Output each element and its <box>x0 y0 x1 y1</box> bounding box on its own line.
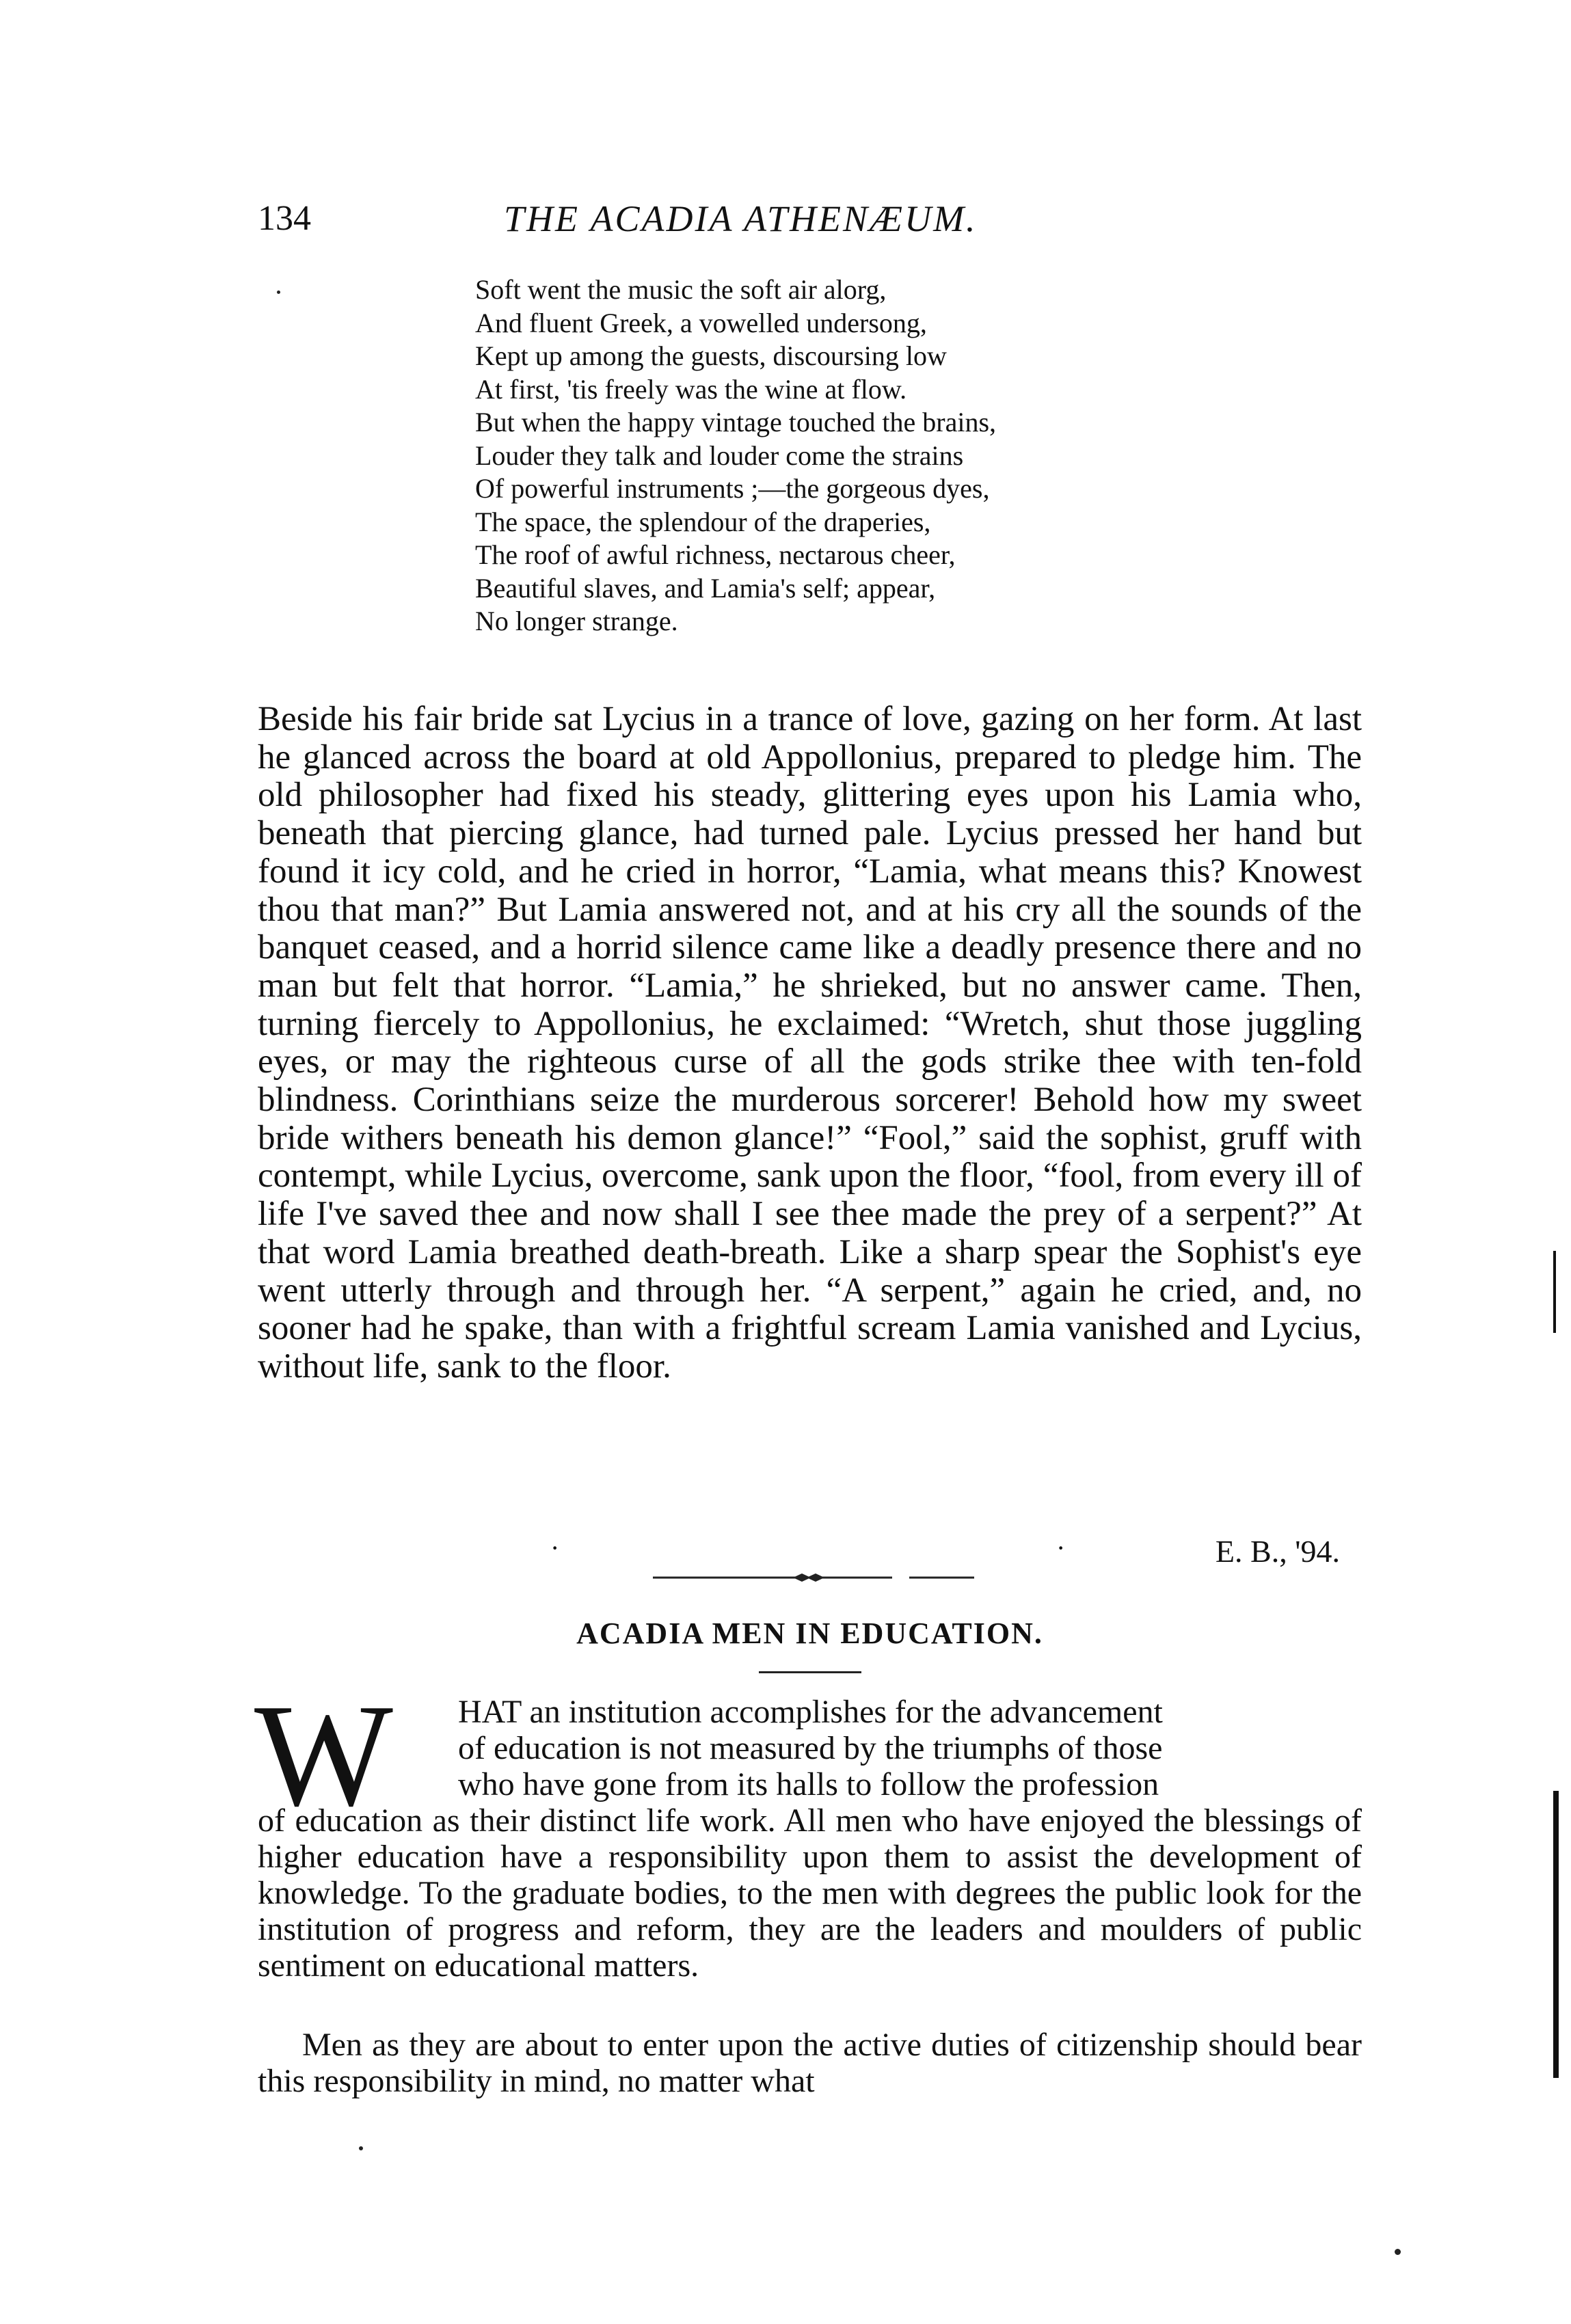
poem-line: The space, the splendour of the draperies, <box>475 506 931 537</box>
heading-rule <box>759 1671 861 1673</box>
section-paragraph-2: Men as they are about to enter upon the active duties of citizenship should bear this responsibility in mind, no matter what <box>258 2027 1362 2099</box>
poem-line: Kept up among the guests, discoursing low <box>475 340 947 371</box>
stray-ink-dot <box>1395 2249 1401 2255</box>
drop-cap: W <box>254 1673 393 1837</box>
poem-line: Soft went the music the soft air alorg, <box>475 274 887 305</box>
divider-diamond-icon <box>807 1573 824 1582</box>
stray-ink-dot <box>359 2146 363 2150</box>
paragraph-line: HAT an institution accomplishes for the advancement <box>458 1694 1163 1730</box>
section-heading: ACADIA MEN IN EDUCATION. <box>576 1617 1043 1650</box>
page-header <box>258 195 1119 243</box>
margin-scan-mark <box>1553 1251 1556 1333</box>
poem-line: And fluent Greek, a vowelled undersong, <box>475 307 927 338</box>
paragraph-line: who have gone from its halls to follow the profession <box>458 1766 1159 1802</box>
poem-block <box>475 273 1159 638</box>
poem-line: Of powerful instruments ;—the gorgeous dyes, <box>475 473 990 504</box>
decorative-dot: · <box>550 1532 560 1563</box>
stray-ink-dot <box>277 290 280 294</box>
poem-line: The roof of awful richness, nectarous cheer, <box>475 539 956 570</box>
poem-line: Louder they talk and louder come the strains <box>475 440 964 471</box>
page-number: 134 <box>258 199 311 238</box>
paragraph-text: of education as their distinct life work. All men who have enjoyed the blessings of higher education have a responsibility upon them to assist the development of knowledge. To the graduate bodies, to the men with degrees the public look for the institution of progress and reform, they are the leaders and moulders of public sentiment on educational matters. <box>258 1802 1362 1984</box>
poem-line: No longer strange. <box>475 606 678 636</box>
paragraph-line: of education is not measured by the triumphs of those <box>458 1730 1163 1766</box>
poem-line: But when the happy vintage touched the brains, <box>475 407 997 437</box>
section-paragraph-1 <box>258 1694 1362 1984</box>
running-title: THE ACADIA ATHENÆUM. <box>504 198 978 239</box>
poem-line: At first, 'tis freely was the wine at flow. <box>475 373 907 405</box>
ornamental-divider <box>653 1571 974 1584</box>
decorative-dot: · <box>1056 1532 1066 1563</box>
poem-line: Beautiful slaves, and Lamia's self; appear, <box>475 572 936 604</box>
margin-scan-mark <box>1553 1791 1559 2078</box>
author-signature: E. B., '94. <box>1215 1534 1340 1569</box>
story-paragraph: Beside his fair bride sat Lycius in a trance of love, gazing on her form. At last he glanced across the board at old Appollonius, prepared to pledge him. The old philosopher had fixed his steady, glittering eyes upon his Lamia who, beneath that piercing glance, had turned pale. Lycius pressed her hand but found it icy cold, and he cried in horror, “Lamia, what means this? Knowest thou that man?” But Lamia answered not, and at his cry all the sounds of the banquet ceased, and a horrid silence came like a deadly presence there and no man but felt that horror. “Lamia,” he shrieked, but no answer came. Then, turning fiercely to Appollonius, he exclaimed: “Wretch, shut those juggling eyes, or may the righteous curse of all the gods strike thee with ten-fold blindness. Corinthians seize the murderous sorcerer! Behold how my sweet bride withers beneath his demon glance!” “Fool,” said the sophist, gruff with contempt, while Lycius, overcome, sank upon the floor, “fool, from every ill of life I've saved thee and now shall I see thee made the prey of a serpent?” At that word Lamia breathed death-breath. Like a sharp spear the Sophist's eye went utterly through and through her. “A serpent,” again he cried, and, no sooner had he spake, than with a frightful scream Lamia vanished and Lycius, without life, sank to the floor. <box>258 700 1362 1386</box>
